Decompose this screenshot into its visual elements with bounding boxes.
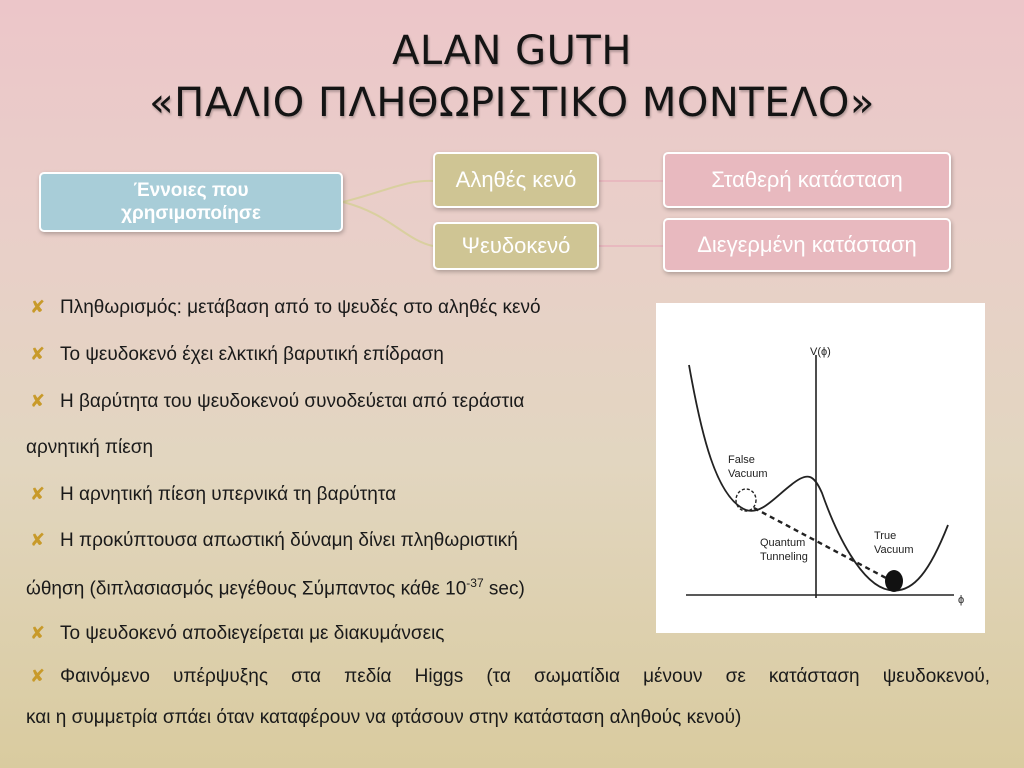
stable-state-box: Σταθερή κατάσταση xyxy=(663,152,951,208)
excited-state-box: Διεγερμένη κατάσταση xyxy=(663,218,951,272)
bullet-continuation xyxy=(26,576,525,600)
bullet-text: ώθηση (διπλασιασμός μεγέθους Σύμπαντος κάθε 10 xyxy=(26,578,467,600)
true-vacuum-label-line2: Vacuum xyxy=(874,544,914,556)
true-vacuum-box: Αληθές κενό xyxy=(433,152,599,208)
false-vacuum-label-line2: Vacuum xyxy=(728,468,768,480)
bullet-continuation: αρνητική πίεση xyxy=(26,437,154,458)
bullet-text: Η προκύπτουσα απωστική δύναμη δίνει πληθωριστική xyxy=(60,530,518,551)
bullet-text: Το ψευδοκενό έχει ελκτική βαρυτική επίδραση xyxy=(60,344,444,365)
bullet-text: Η αρνητική πίεση υπερνικά τη βαρύτητα xyxy=(60,484,397,505)
tunneling-label-line2: Tunneling xyxy=(760,551,808,563)
potential-graph xyxy=(656,303,985,633)
bullet-item xyxy=(26,391,524,413)
bullet-marker-icon: ✘ xyxy=(30,666,46,686)
bullet-marker-icon: ✘ xyxy=(30,623,46,643)
bullet-marker-icon: ✘ xyxy=(30,297,46,317)
bullet-continuation: και η συμμετρία σπάει όταν καταφέρουν να φτάσουν στην κατάσταση αληθούς κενού) xyxy=(26,707,742,728)
bullet-item xyxy=(26,530,518,552)
false-vacuum-box: Ψευδοκενό xyxy=(433,222,599,270)
bullet-text: Το ψευδοκενό αποδιεγείρεται με διακυμάνσεις xyxy=(60,623,445,644)
bullet-text: Φαινόμενο υπέρψυξης στα πεδία Higgs (τα σωματίδια μένουν σε κατάσταση ψευδοκενού, xyxy=(60,666,990,687)
connector-root-to-false xyxy=(343,202,433,246)
bullet-marker-icon: ✘ xyxy=(30,530,46,550)
concepts-box xyxy=(39,172,343,232)
true-vacuum-dot xyxy=(885,570,903,592)
bullet-marker-icon: ✘ xyxy=(30,391,46,411)
connector-root-to-true xyxy=(343,181,433,202)
bullet-item xyxy=(26,666,990,688)
bullet-marker-icon: ✘ xyxy=(30,344,46,364)
concepts-label-line2: χρησιμοποίησε xyxy=(121,203,261,224)
y-axis-label: V(ϕ) xyxy=(810,346,831,358)
bullet-item xyxy=(26,484,396,506)
bullet-item xyxy=(26,344,444,366)
slide-title-line1: ALAN GUTH xyxy=(392,28,632,74)
bullet-text: Πληθωρισμός: μετάβαση από το ψευδές στο αληθές κενό xyxy=(60,297,541,318)
concepts-label-line1: Έννοιες που xyxy=(133,180,249,201)
bullet-text: sec) xyxy=(483,578,525,600)
exponent: -37 xyxy=(466,576,484,590)
slide-title-line2: «ΠΑΛΙΟ ΠΛΗΘΩΡΙΣΤΙΚΟ ΜΟΝΤΕΛΟ» xyxy=(149,80,875,126)
bullet-item xyxy=(26,297,541,319)
false-vacuum-marker xyxy=(736,489,756,511)
bullet-item xyxy=(26,623,444,645)
bullet-text: Η βαρύτητα του ψευδοκενού συνοδεύεται από τεράστια xyxy=(60,391,525,412)
potential-graph-svg xyxy=(656,303,985,633)
bullet-marker-icon: ✘ xyxy=(30,484,46,504)
tunneling-label-line1: Quantum xyxy=(760,537,806,549)
true-vacuum-label-line1: True xyxy=(874,530,897,542)
x-axis-label: ϕ xyxy=(958,594,965,606)
false-vacuum-label-line1: False xyxy=(728,454,755,466)
